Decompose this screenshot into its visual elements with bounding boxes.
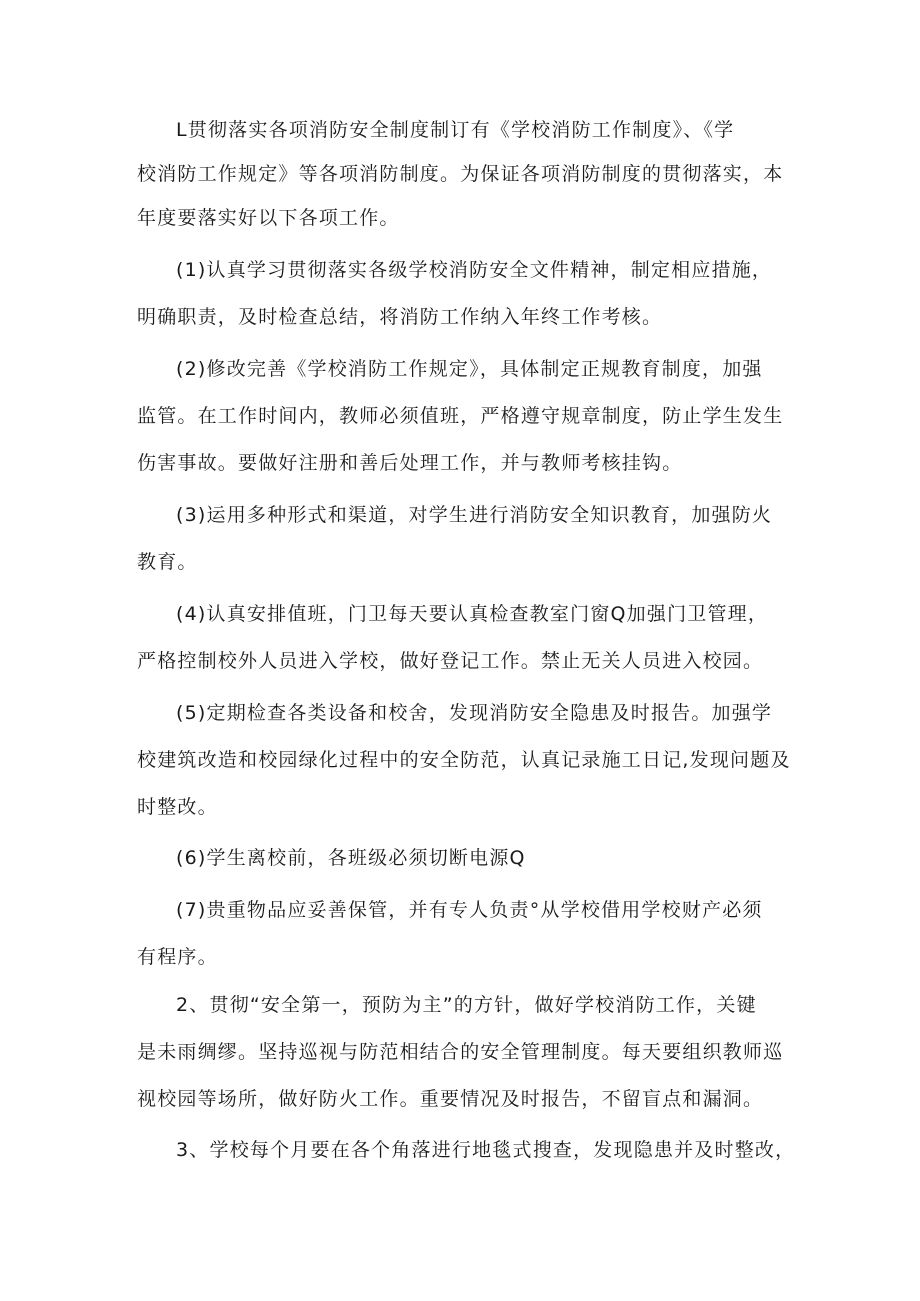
paragraph-10-line-1: 3、学校每个月要在各个角落进行地毯式搜查，发现隐患并及时整改，: [176, 1139, 796, 1161]
paragraph-6-line-1: (5)定期检查各类设备和校舍，发现消防安全隐患及时报告。加强学: [176, 702, 773, 724]
paragraph-4-line-2: 教育。: [137, 551, 198, 573]
paragraph-2-line-1: (1)认真学习贯彻落实各级学校消防安全文件精神，制定相应措施，: [176, 259, 773, 281]
paragraph-8-line-2: 有程序。: [137, 946, 218, 968]
paragraph-4-line-1: (3)运用多种形式和渠道，对学生进行消防安全知识教育，加强防火: [176, 504, 773, 526]
paragraph-1-line-3: 年度要落实好以下各项工作。: [137, 207, 400, 229]
paragraph-7-line-1: (6)学生离校前，各班级必须切断电源Q: [176, 847, 526, 869]
paragraph-2-line-2: 明确职责，及时检查总结，将消防工作纳入年终工作考核。: [137, 306, 663, 328]
paragraph-9-line-1: 2、贯彻“安全第一，预防为主”的方针，做好学校消防工作，关键: [176, 994, 757, 1016]
paragraph-9-line-3: 视校园等场所，做好防火工作。重要情况及时报告，不留盲点和漏洞。: [137, 1088, 764, 1110]
paragraph-3-line-2: 监管。在工作时间内，教师必须值班，严格遵守规章制度，防止学生发生: [137, 405, 784, 427]
paragraph-5-line-2: 严格控制校外人员进入学校，做好登记工作。禁止无关人员进入校园。: [137, 650, 764, 672]
paragraph-1-line-2: 校消防工作规定》等各项消防制度。为保证各项消防制度的贯彻落实，本: [137, 163, 784, 185]
paragraph-5-line-1: (4)认真安排值班，门卫每天要认真检查教室门窗Q加强门卫管理，: [176, 603, 769, 625]
paragraph-3-line-3: 伤害事故。要做好注册和善后处理工作，并与教师考核挂钩。: [137, 452, 683, 474]
paragraph-6-line-3: 时整改。: [137, 796, 218, 818]
paragraph-9-line-2: 是未雨绸缪。坚持巡视与防范相结合的安全管理制度。每天要组织教师巡: [137, 1041, 784, 1063]
paragraph-3-line-1: (2)修改完善《学校消防工作规定》，具体制定正规教育制度，加强: [176, 358, 763, 380]
paragraph-6-line-2: 校建筑改造和校园绿化过程中的安全防范，认真记录施工日记,发现问题及: [137, 749, 791, 771]
paragraph-8-line-1: (7)贵重物品应妥善保管，并有专人负责°从学校借用学校财产必须: [176, 899, 763, 921]
paragraph-1-line-1: L贯彻落实各项消防安全制度制订有《学校消防工作制度》、《学: [176, 119, 735, 141]
